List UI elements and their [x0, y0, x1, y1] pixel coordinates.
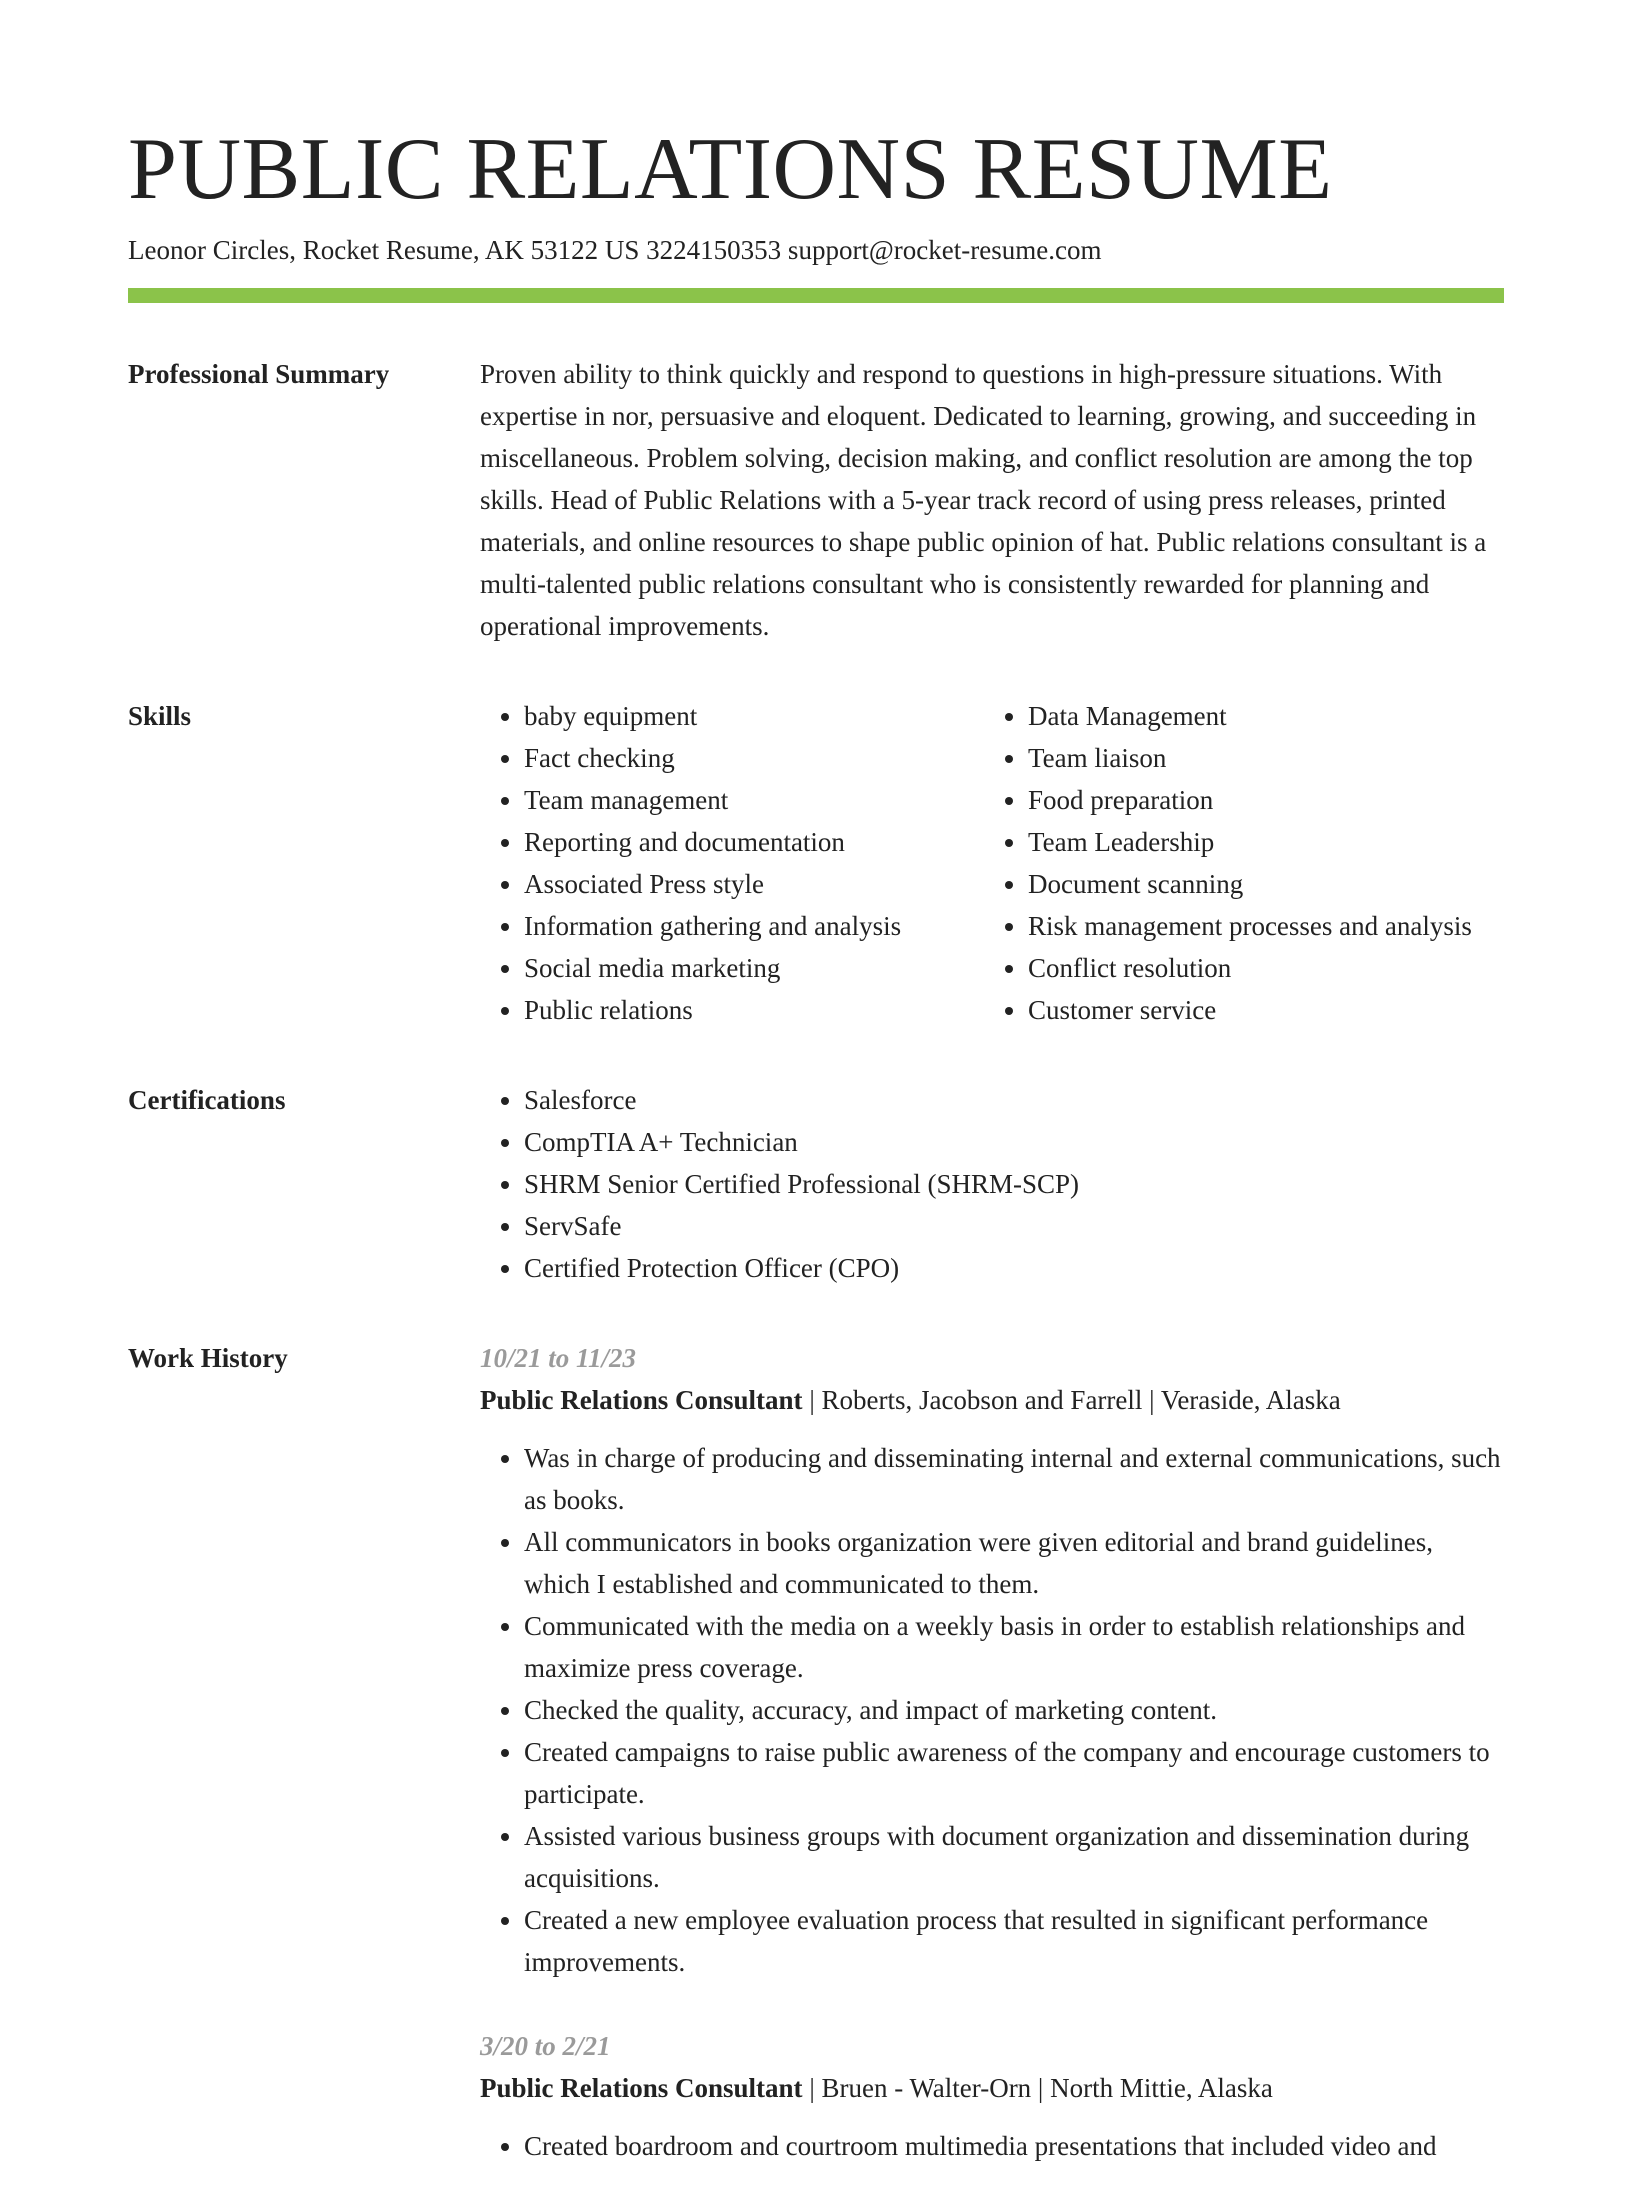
job-bullet: • Created a new employee evaluation process that resulted in significant performance improvements.	[524, 1899, 1504, 1983]
skill-item: • Associated Press style	[524, 863, 984, 905]
certifications-list	[480, 1079, 1504, 1289]
skill-item: • Team liaison	[1028, 737, 1504, 779]
job-entry	[480, 2025, 1504, 2167]
job-heading	[480, 1379, 1504, 1421]
job-bullet: • All communicators in books organization were given editorial and brand guidelines, which I established and communicated to them.	[524, 1521, 1504, 1605]
certification-item: • ServSafe	[524, 1205, 1504, 1247]
job-bullet: • Communicated with the media on a weekly basis in order to establish relationships and maximize press coverage.	[524, 1605, 1504, 1689]
job-bullet: • Was in charge of producing and disseminating internal and external communications, such as books.	[524, 1437, 1504, 1521]
skill-item: • Reporting and documentation	[524, 821, 984, 863]
certifications-section	[128, 1079, 1504, 1289]
job-bullet: • Checked the quality, accuracy, and impact of marketing content.	[524, 1689, 1504, 1731]
work-history-heading: Work History	[128, 1343, 288, 1373]
skill-item: • Public relations	[524, 989, 984, 1031]
skill-item: • Fact checking	[524, 737, 984, 779]
skills-heading: Skills	[128, 701, 192, 731]
job-bullets	[480, 2125, 1504, 2167]
skills-list-right	[984, 695, 1504, 1031]
job-title: Public Relations Consultant	[480, 2073, 803, 2103]
job-title: Public Relations Consultant	[480, 1385, 803, 1415]
job-bullets	[480, 1437, 1504, 1983]
resume-page	[128, 118, 1504, 2209]
job-details: | Bruen - Walter-Orn | North Mittie, Alaska	[802, 2073, 1273, 2103]
job-bullet: • Assisted various business groups with document organization and dissemination during acquisitions.	[524, 1815, 1504, 1899]
job-details: | Roberts, Jacobson and Farrell | Veraside, Alaska	[802, 1385, 1341, 1415]
summary-heading: Professional Summary	[128, 359, 390, 389]
summary-section	[128, 353, 1504, 647]
certification-item: • Certified Protection Officer (CPO)	[524, 1247, 1504, 1289]
skill-item: • baby equipment	[524, 695, 984, 737]
skill-item: • Risk management processes and analysis	[1028, 905, 1504, 947]
work-history-section	[128, 1337, 1504, 2209]
skill-item: • Social media marketing	[524, 947, 984, 989]
resume-title: PUBLIC RELATIONS RESUME	[128, 121, 1333, 218]
skill-item: • Food preparation	[1028, 779, 1504, 821]
job-dates: 10/21 to 11/23	[480, 1343, 637, 1373]
job-entry	[480, 1337, 1504, 1983]
skills-section	[128, 695, 1504, 1031]
skill-item: • Conflict resolution	[1028, 947, 1504, 989]
skill-item: • Customer service	[1028, 989, 1504, 1031]
summary-text: Proven ability to think quickly and respond to questions in high-pressure situations. With expertise in nor, persuasive and eloquent. Dedicated to learning, growing, and succeeding in miscellaneous. Problem solving, decision making, and conflict resolution are among the top skills. Head of Public Relations with a 5-year track record of using press releases, printed materials, and online resources to shape public opinion of hat. Public relations consultant is a multi-talented public relations consultant who is consistently rewarded for planning and operational improvements.	[480, 359, 1487, 641]
job-bullet: • Created campaigns to raise public awareness of the company and encourage customers to participate.	[524, 1731, 1504, 1815]
skill-item: • Information gathering and analysis	[524, 905, 984, 947]
skill-item: • Team management	[524, 779, 984, 821]
contact-line: Leonor Circles, Rocket Resume, AK 53122 US 3224150353 support@rocket-resume.com	[128, 235, 1102, 265]
job-dates: 3/20 to 2/21	[480, 2031, 611, 2061]
skill-item: • Team Leadership	[1028, 821, 1504, 863]
skill-item: • Document scanning	[1028, 863, 1504, 905]
accent-divider	[128, 288, 1504, 303]
certification-item: • Salesforce	[524, 1079, 1504, 1121]
job-heading	[480, 2067, 1504, 2109]
skill-item: • Data Management	[1028, 695, 1504, 737]
certification-item: • CompTIA A+ Technician	[524, 1121, 1504, 1163]
skills-list-left	[480, 695, 984, 1031]
job-bullet: • Created boardroom and courtroom multimedia presentations that included video and	[524, 2125, 1504, 2167]
certification-item: • SHRM Senior Certified Professional (SHRM-SCP)	[524, 1163, 1504, 1205]
certifications-heading: Certifications	[128, 1085, 286, 1115]
